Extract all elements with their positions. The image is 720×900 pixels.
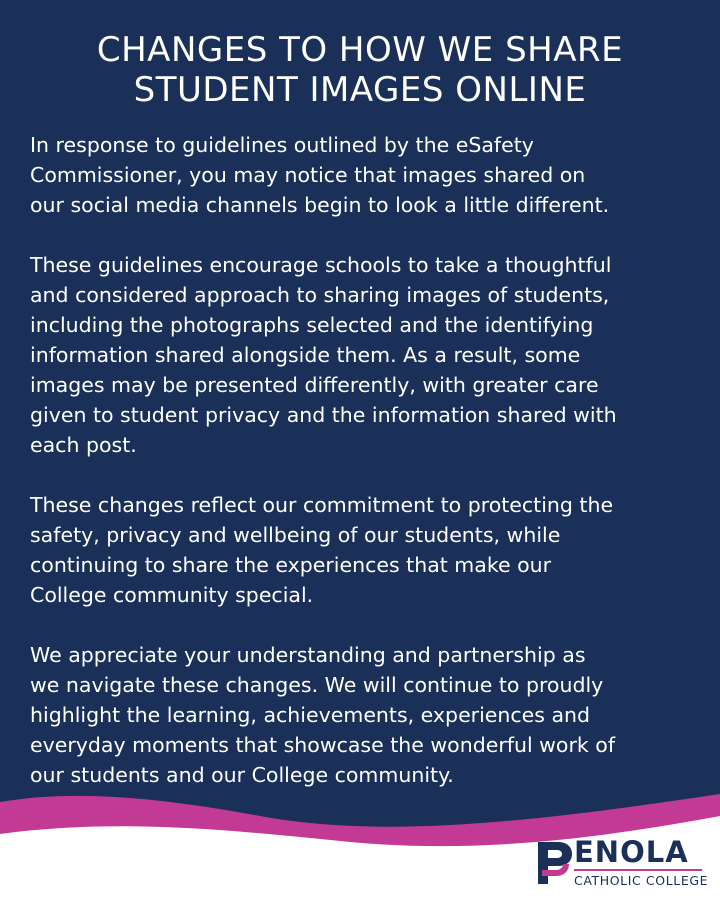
paragraph-line: including the photographs selected and the identifying xyxy=(30,313,594,337)
paragraph-line: our social media channels begin to look a little different. xyxy=(30,193,610,217)
title-line-2: STUDENT IMAGES ONLINE xyxy=(133,70,587,110)
paragraph-line: continuing to share the experiences that make our xyxy=(30,553,552,577)
paragraph-line: we navigate these changes. We will continue to proudly xyxy=(30,673,604,697)
paragraph-line: images may be presented differently, with greater care xyxy=(30,373,599,397)
paragraph-line: and considered approach to sharing images of students, xyxy=(30,283,610,307)
paragraph-3 xyxy=(30,490,700,610)
penola-p-logo-icon xyxy=(534,840,574,886)
paragraph-line: Commissioner, you may notice that images shared on xyxy=(30,163,586,187)
paragraph-line: everyday moments that showcase the wonderful work of xyxy=(30,733,616,757)
paragraph-line: information shared alongside them. As a result, some xyxy=(30,343,581,367)
paragraph-line: These guidelines encourage schools to take a thoughtful xyxy=(30,253,612,277)
page-title xyxy=(0,30,720,110)
college-logo xyxy=(534,835,709,890)
body-copy xyxy=(30,130,700,820)
paragraph-line: These changes reflect our commitment to protecting the xyxy=(30,493,614,517)
paragraph-line: highlight the learning, achievements, experiences and xyxy=(30,703,591,727)
paragraph-line: our students and our College community. xyxy=(30,763,454,787)
logo-subtitle: CATHOLIC COLLEGE xyxy=(574,873,709,888)
paragraph-1 xyxy=(30,130,700,220)
paragraph-line: each post. xyxy=(30,433,137,457)
paragraph-line: given to student privacy and the information shared with xyxy=(30,403,617,427)
paragraph-4 xyxy=(30,640,700,790)
logo-name: ENOLA xyxy=(574,835,689,869)
paragraph-line: In response to guidelines outlined by the eSafety xyxy=(30,133,534,157)
paragraph-line: safety, privacy and wellbeing of our students, while xyxy=(30,523,561,547)
paragraph-2 xyxy=(30,250,700,460)
logo-divider xyxy=(574,869,702,871)
paragraph-line: College community special. xyxy=(30,583,314,607)
logo-p-navy xyxy=(538,842,572,884)
paragraph-line: We appreciate your understanding and partnership as xyxy=(30,643,586,667)
title-line-1: CHANGES TO HOW WE SHARE xyxy=(96,30,624,70)
